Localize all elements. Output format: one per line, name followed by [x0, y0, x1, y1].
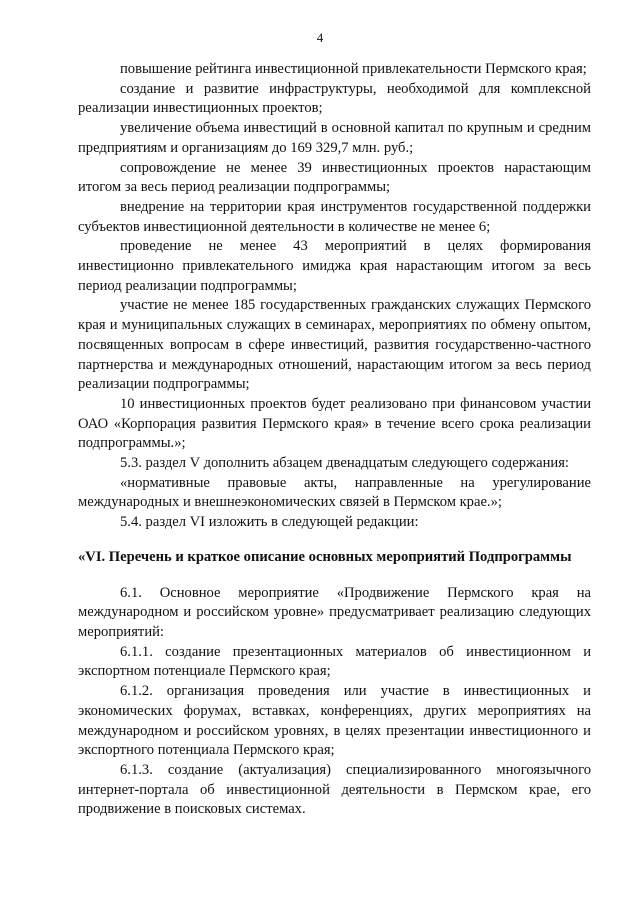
paragraph: 6.1.2. организация проведения или участие в инвестиционных и экономических форумах, вставках, конференциях, других мероприятиях на международном и российском уровнях, в целях презентации инвестиционного и экспортного потенциала Пермского края;	[78, 683, 591, 759]
document-body	[78, 60, 591, 820]
paragraph: увеличение объема инвестиций в основной капитал по крупным и средним предприятиям и организациям до 169 329,7 млн. руб.;	[78, 120, 591, 156]
paragraph: проведение не менее 43 мероприятий в целях формирования инвестиционно привлекательного имиджа края нарастающим итогом за весь период реализации подпрограммы;	[78, 238, 591, 294]
section-heading: «VI. Перечень и краткое описание основных мероприятий Подпрограммы	[78, 548, 572, 565]
paragraph: внедрение на территории края инструментов государственной поддержки субъектов инвестиционной деятельности в количестве не менее 6;	[78, 198, 591, 235]
paragraph: повышение рейтинга инвестиционной привлекательности Пермского края;	[120, 61, 587, 77]
paragraph: создание и развитие инфраструктуры, необходимой для комплексной реализации инвестиционных проектов;	[78, 80, 591, 117]
paragraph: сопровождение не менее 39 инвестиционных проектов нарастающим итогом за весь период реализации подпрограммы;	[78, 159, 591, 196]
paragraph: 6.1.1. создание презентационных материалов об инвестиционном и экспортном потенциале Пермского края;	[78, 643, 591, 680]
paragraph: «нормативные правовые акты, направленные на урегулирование международных и внешнеэкономических связей в Пермском крае.»;	[78, 474, 591, 511]
paragraph: 5.4. раздел VI изложить в следующей редакции:	[120, 514, 419, 531]
page-number: 4	[316, 30, 324, 45]
paragraph: участие не менее 185 государственных гражданских служащих Пермского края и муниципальных служащих в семинарах, мероприятиях по обмену опытом, посвященных вопросам в сфере инвестиций, развития государственно-частного партнерства и международных отношений, нарастающим итогом за весь период реализации подпрограммы;	[78, 297, 591, 393]
paragraph: 6.1.3. создание (актуализация) специализированного многоязычного интернет-портала об инвестиционной деятельности в Пермском крае, его продвижение в поисковых системах.	[78, 761, 591, 818]
paragraph: 6.1. Основное мероприятие «Продвижение Пермского края на международном и российском уровне» предусматривает реализацию следующих мероприятий:	[78, 584, 591, 640]
paragraph: 5.3. раздел V дополнить абзацем двенадцатым следующего содержания:	[120, 455, 569, 472]
paragraph: 10 инвестиционных проектов будет реализовано при финансовом участии ОАО «Корпорация развития Пермского края» в течение всего срока реализации подпрограммы.»;	[78, 395, 591, 452]
